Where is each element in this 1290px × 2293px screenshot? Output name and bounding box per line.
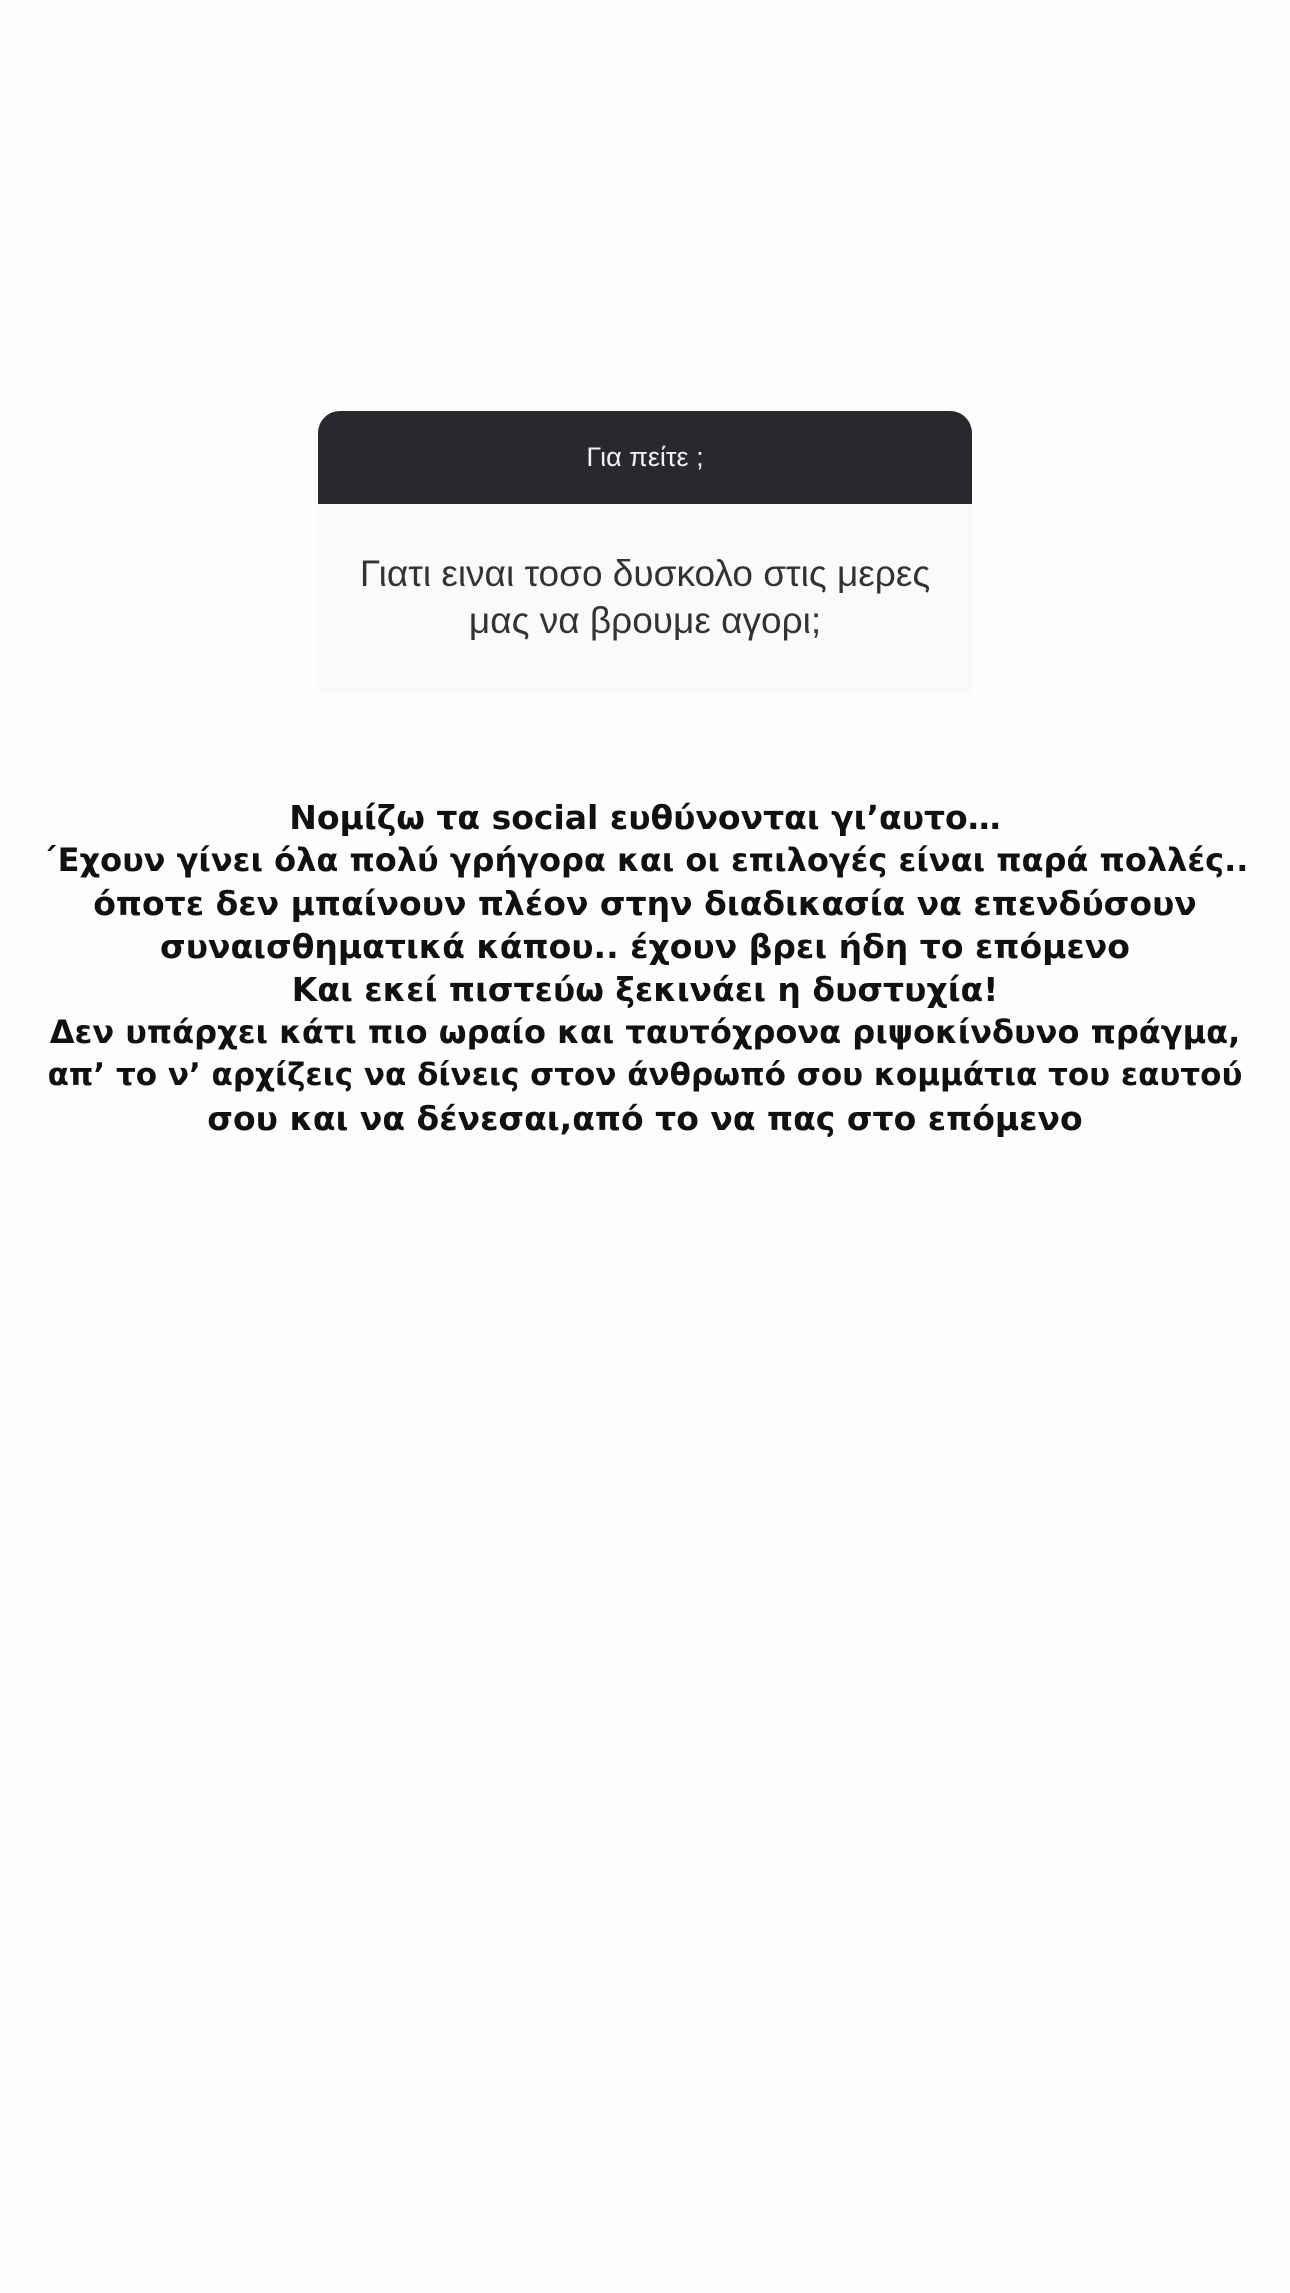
answer-line: απ’ το ν’ αρχίζεις να δίνεις στον άνθρωπό σου κομμάτια του εαυτού	[47, 1057, 1243, 1093]
answer-line: Και εκεί πιστεύω ξεκινάει η δυστυχία!	[291, 970, 999, 1009]
question-text: Γιατι ειναι τοσο δυσκολο στις μερες μας να βρουμε αγορι;	[318, 504, 972, 694]
answer-text	[40, 796, 1250, 1140]
question-sticker-header: Για πείτε ;	[318, 411, 972, 504]
answer-line: συναισθηματικά κάπου.. έχουν βρει ήδη το επόμενο	[160, 927, 1130, 966]
answer-line: ´Εχουν γίνει όλα πολύ γρήγορα και οι επιλογές είναι παρά πολλές..	[41, 841, 1249, 879]
answer-line: Νομίζω τα social ευθύνονται γι’αυτο…	[289, 798, 1001, 837]
question-sticker[interactable]	[318, 411, 972, 694]
answer-line: σου και να δένεσαι,από το να πας στο επόμενο	[207, 1099, 1083, 1138]
answer-line: Δεν υπάρχει κάτι πιο ωραίο και ταυτόχρονα ριψοκίνδυνο πράγμα,	[49, 1013, 1241, 1051]
answer-line: όποτε δεν μπαίνουν πλέον στην διαδικασία να επενδύσουν	[93, 884, 1197, 923]
